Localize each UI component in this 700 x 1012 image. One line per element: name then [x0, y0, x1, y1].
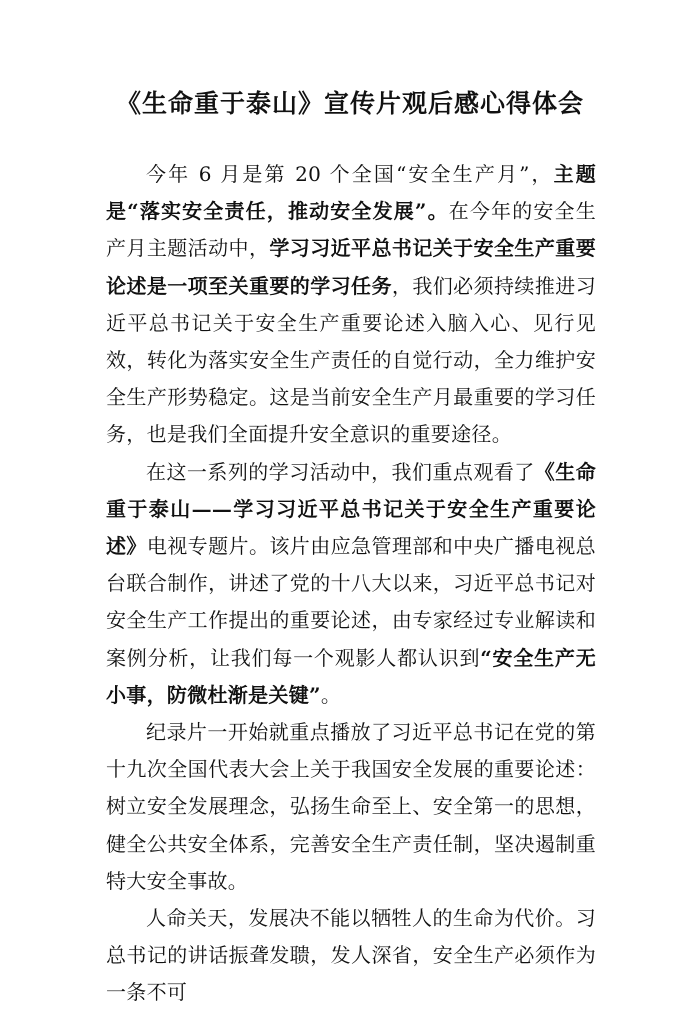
paragraph-text: 今年 6 月是第 20 个全国“安全生产月”，	[146, 162, 554, 186]
emphasis-text: 《生命重于泰山——学习习近平总书记关于安全生产重要论述》	[106, 459, 597, 559]
paragraph-1	[106, 156, 596, 454]
paragraph-text: 在今年的安全生产月主题活动中，	[106, 199, 596, 261]
paragraph-text: 纪录片一开始就重点播放了习近平总书记在党的第十九次全国代表大会上关于我国安全发展的重要论述：树立安全发展理念，弘扬生命至上、安全第一的思想，健全公共安全体系，完善安全生产责任制，坚决遏制重特大安全事故。	[106, 720, 596, 893]
paragraph-3	[106, 714, 596, 900]
paragraph-text: 电视专题片。该片由应急管理部和中央广播电视总台联合制作，讲述了党的十八大以来，习近平总书记对安全生产工作提出的重要论述，由专家经过专业解读和案例分析，让我们每一个观影人都认识到	[106, 534, 596, 670]
paragraph-2	[106, 454, 596, 714]
emphasis-text: 主题是“落实安全责任，推动安全发展”。	[106, 162, 596, 224]
paragraph-text: 在这一系列的学习活动中，我们重点观看了	[146, 459, 535, 484]
paragraph-4	[106, 900, 596, 1012]
paragraph-text: ，我们必须持续推进习近平总书记关于安全生产重要论述入脑入心、见行见效，转化为落实安全生产责任的自觉行动，全力维护安全生产形势稳定。这是当前安全生产月最重要的学习任务，也是我们全面提升安全意识的重要途径。	[106, 273, 597, 447]
paragraph-text: 。	[320, 682, 342, 707]
emphasis-text: 学习习近平总书记关于安全生产重要论述是一项至关重要的学习任务	[106, 236, 596, 298]
document-title: 《生命重于泰山》宣传片观后感心得体会	[115, 89, 584, 118]
emphasis-text: “安全生产无小事，防微杜渐是关键”	[106, 645, 596, 707]
document-body	[106, 156, 596, 1012]
paragraph-text: 人命关天，发展决不能以牺牲人的生命为代价。习总书记的讲话振聋发聩，发人深省，安全生产必须作为一条不可	[106, 906, 596, 1005]
